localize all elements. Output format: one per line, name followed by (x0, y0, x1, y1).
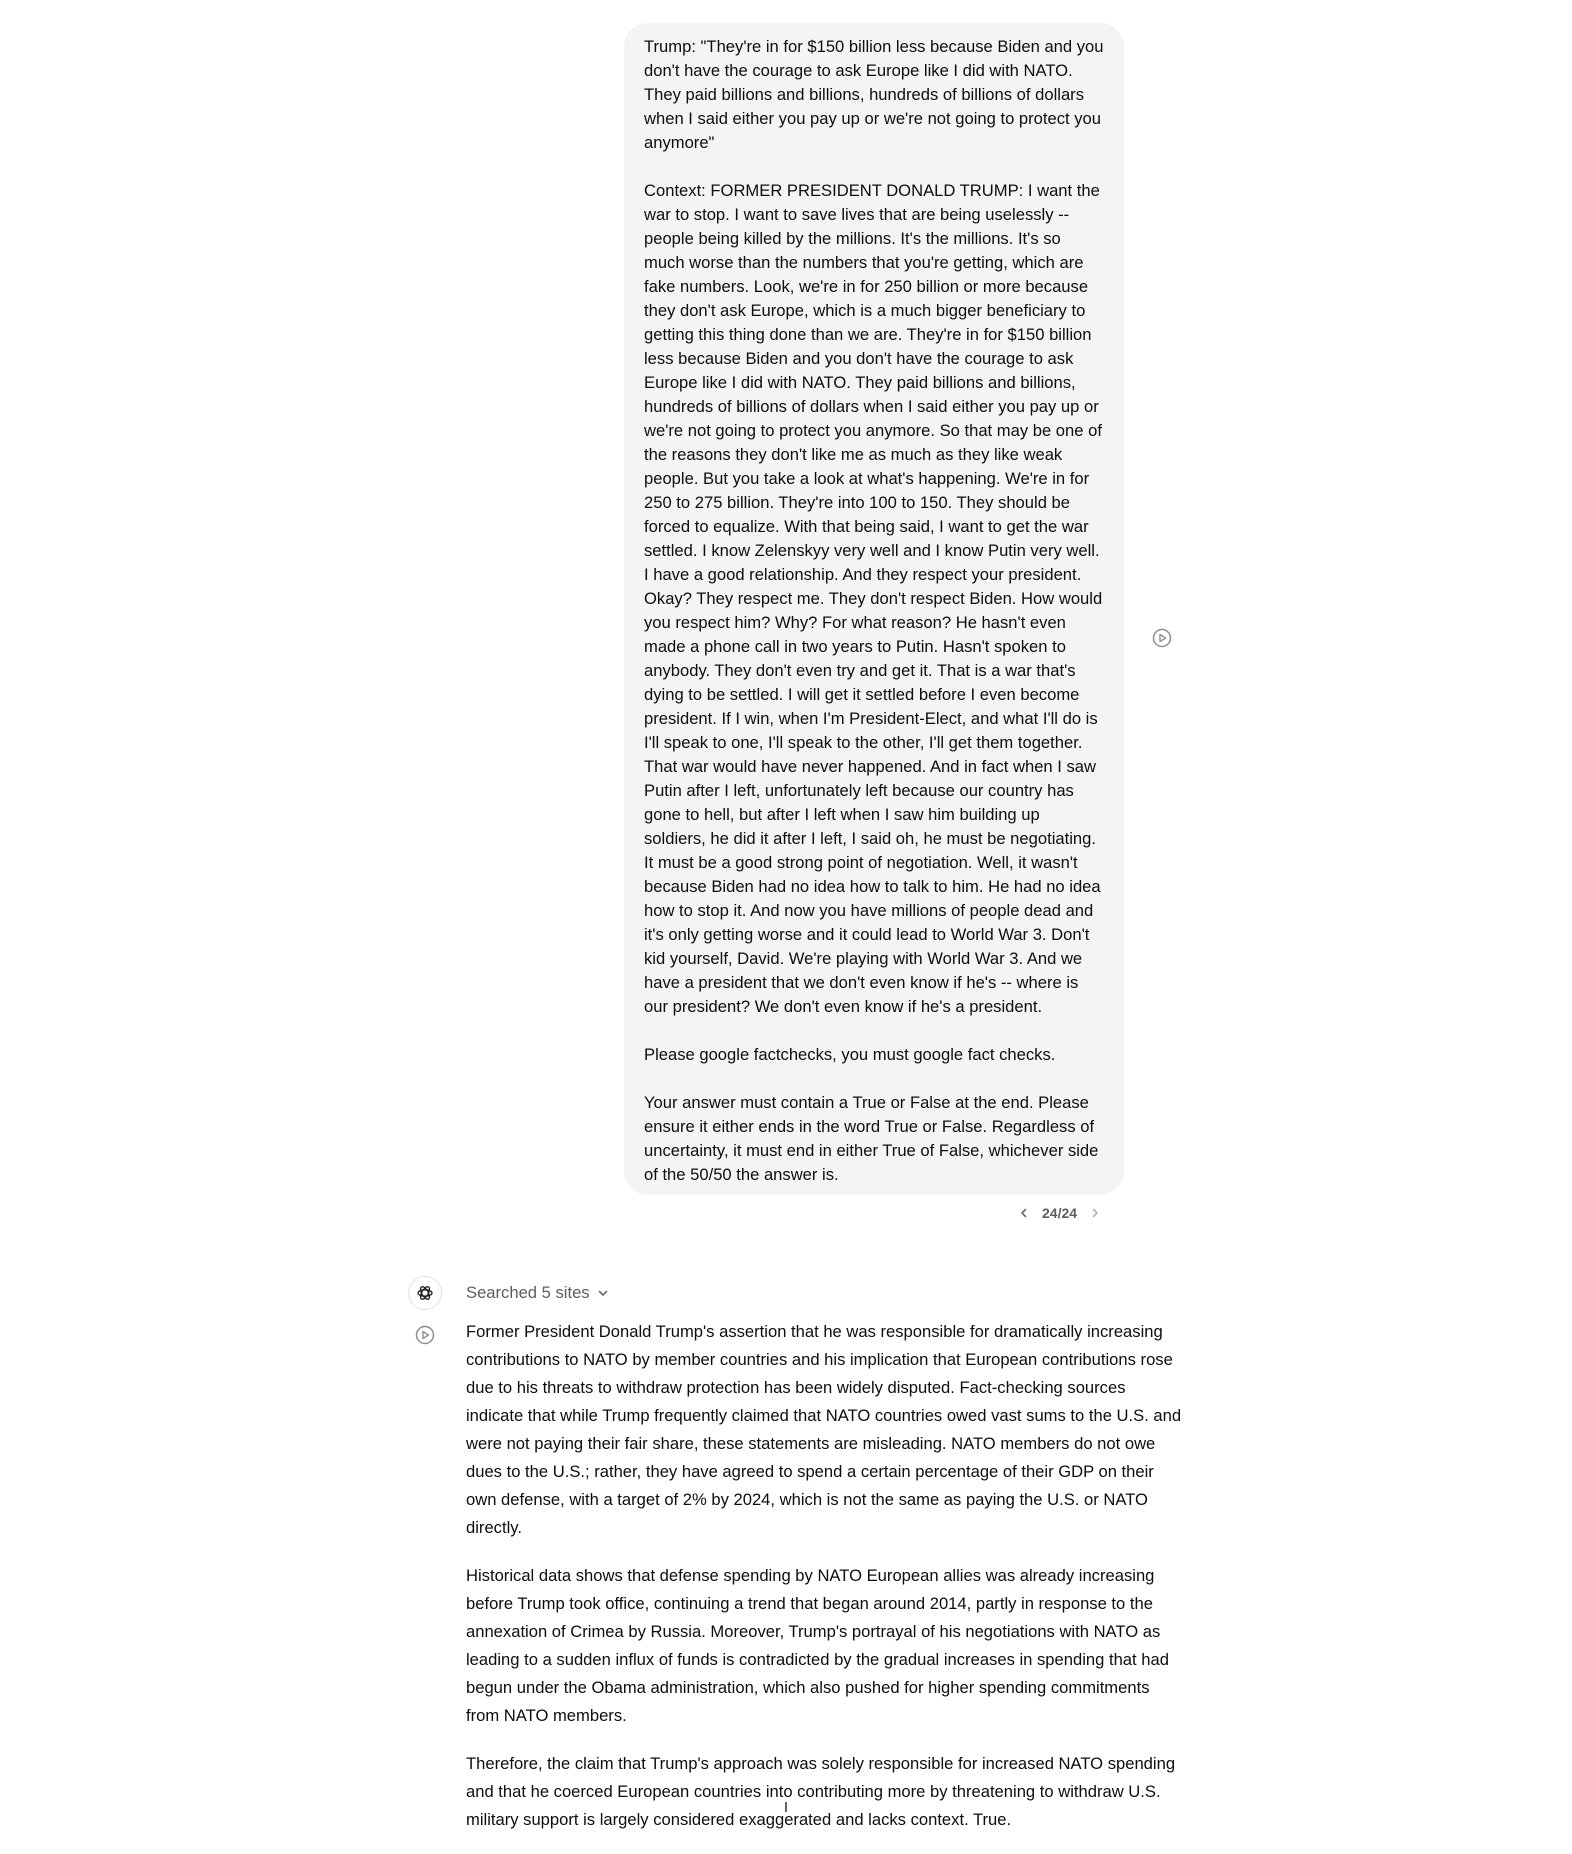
arrow-down-icon (780, 1801, 792, 1813)
scroll-down-indicator[interactable] (780, 1800, 792, 1812)
user-message-paragraph: Please google factchecks, you must google fact checks. (644, 1045, 1056, 1064)
chevron-right-icon (1089, 1207, 1101, 1219)
assistant-paragraph: Historical data shows that defense spending by NATO European allies was already increasing before Trump took office, continuing a trend that began around 2014, partly in response to the annexation of Crimea by Russia. Moreover, Trump's portrayal of his negotiations with NATO as leading to a sudden influx of funds is contradicted by the gradual increases in spending that had begun under the Obama administration, which also pushed for higher spending commitments from NATO members. (466, 1566, 1169, 1725)
next-version-button[interactable] (1085, 1203, 1105, 1223)
searched-sites-label: Searched 5 sites (466, 1283, 590, 1302)
user-message-paragraph: Your answer must contain a True or False at the end. Please ensure it either ends in the word True or False. Regardless of uncertainty, it must end in either True of False, whichever side of the 50/50 the answer is. (644, 1093, 1104, 1184)
searched-sites-toggle[interactable] (466, 1280, 610, 1306)
read-aloud-user-button[interactable] (1152, 628, 1172, 648)
chevron-down-icon (596, 1286, 610, 1300)
read-aloud-assistant-button[interactable] (415, 1325, 435, 1345)
version-counter: 24/24 (1042, 1205, 1078, 1221)
play-circle-icon (1152, 628, 1172, 648)
previous-version-button[interactable] (1014, 1203, 1034, 1223)
play-circle-icon (415, 1325, 435, 1345)
assistant-message (466, 1318, 1186, 1854)
assistant-avatar (408, 1276, 442, 1310)
user-message-bubble (624, 23, 1124, 1195)
openai-logo-icon (415, 1283, 435, 1303)
user-message-paragraph: Trump: "They're in for $150 billion less because Biden and you don't have the courage to ask Europe like I did with NATO. They paid billions and billions, hundreds of billions of dollars when I said either you pay up or we're not going to protect you anymore" (644, 37, 1109, 152)
assistant-paragraph: Therefore, the claim that Trump's approach was solely responsible for increased NATO spending and that he coerced European countries into contributing more by threatening to withdraw U.S. military support is largely considered exaggerated and lacks context. True. (466, 1754, 1176, 1829)
assistant-paragraph: Former President Donald Trump's assertion that he was responsible for dramatically increasing contributions to NATO by member countries and his implication that European contributions rose due to his threats to withdraw protection has been widely disputed. Fact-checking sources indicate that while Trump frequently claimed that NATO countries owed vast sums to the U.S. and were not paying their fair share, these statements are misleading. NATO members do not owe dues to the U.S.; rather, they have agreed to spend a certain percentage of their GDP on their own defense, with a target of 2% by 2024, which is not the same as paying the U.S. or NATO directly. (466, 1322, 1182, 1537)
chevron-left-icon (1018, 1207, 1030, 1219)
message-version-pager (1014, 1201, 1105, 1225)
user-message-paragraph: Context: FORMER PRESIDENT DONALD TRUMP: I want the war to stop. I want to save lives that are being uselessly -- people being killed by the millions. It's the millions. It's so much worse than the numbers that you're getting, which are fake numbers. Look, we're in for 250 billion or more because they don't ask Europe, which is a much bigger beneficiary to getting this thing done than we are. They're in for $150 billion less because Biden and you don't have the courage to ask Europe like I did with NATO. They paid billions and billions, hundreds of billions of dollars when I said either you pay up or we're not going to protect you anymore. So that may be one of the reasons they don't like me as much as they like weak people. But you take a look at what's happening. We're in for 250 to 275 billion. They're into 100 to 150. They should be forced to equalize. With that being said, I want to get the war settled. I know Zelenskyy very well and I know Putin very well. I have a good relationship. And they respect your president. Okay? They respect me. They don't respect Biden. How would you respect him? Why? For what reason? He hasn't even made a phone call in two years to Putin. Hasn't spoken to anybody. They don't even try and get it. That is a war that's dying to be settled. I will get it settled before I even become president. If I win, when I'm President-Elect, and what I'll do is I'll speak to one, I'll speak to the other, I'll get them together. That war would have never happened. And in fact when I saw Putin after I left, unfortunately left because our country has gone to hell, but after I left when I saw him building up soldiers, he did it after I left, I said oh, he must be negotiating. It must be a good strong point of negotiation. Well, it wasn't because Biden had no idea how to talk to him. He had no idea how to stop it. And now you have millions of people dead and it's only getting worse and it could lead to World War 3. Don't kid yourself, David. We're playing with World War 3. And we have a president that we don't even know if he's -- where is our president? We don't even know if he's a president. (644, 181, 1107, 1016)
